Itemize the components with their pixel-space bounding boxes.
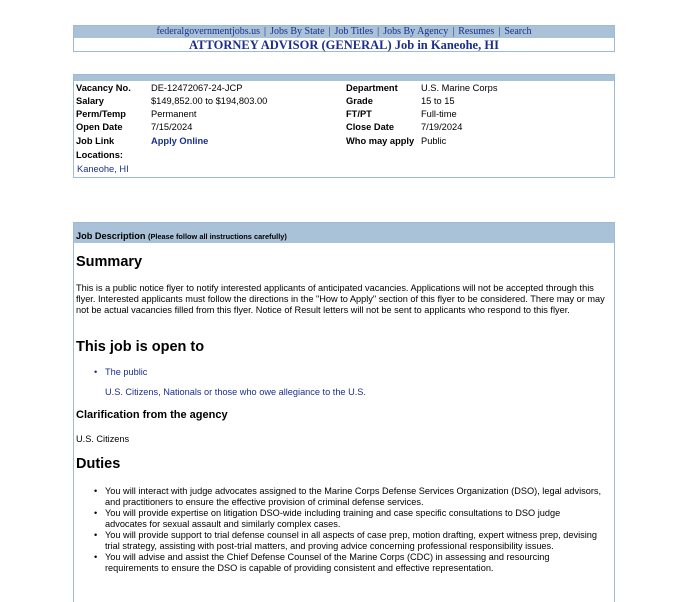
- job-link-label: Job Link: [76, 136, 115, 146]
- vacancy-number-label: Vacancy No.: [76, 83, 131, 93]
- open-to-heading: This job is open to: [76, 339, 205, 355]
- clarification-heading: Clarification from the agency: [76, 409, 228, 421]
- nav-link-jobs-by-agency[interactable]: Jobs By Agency: [383, 26, 449, 37]
- job-description-title: Job Description: [76, 231, 146, 241]
- who-may-apply-value: Public: [421, 136, 447, 146]
- vacancy-number-value: DE-12472067-24-JCP: [151, 83, 243, 93]
- apply-online-link[interactable]: Apply Online: [151, 136, 209, 146]
- perm-temp-label: Perm/Temp: [76, 109, 126, 119]
- job-description-panel: [73, 222, 615, 602]
- nav-separator: |: [452, 26, 455, 37]
- grade-value: 15 to 15: [421, 96, 455, 106]
- department-label: Department: [346, 83, 398, 93]
- duty-item: • You will provide support to trial defense counsel in all aspects of case prep, motion drafting, expert witness prep, devising trial strategy, assisting with post-trial matters, and proving advice concerning professional responsibility issues.: [94, 530, 604, 552]
- duty-item: • You will advise and assist the Chief Defense Counsel of the Marine Corps (CDC) in assessing and resourcing requirements to ensure the DSO is capable of providing consistent and effective representation.: [94, 552, 604, 574]
- clarification-text: U.S. Citizens: [76, 434, 130, 444]
- details-header-band: [74, 75, 614, 81]
- duties-heading: Duties: [76, 456, 121, 472]
- job-description-header: [74, 223, 614, 243]
- grade-label: Grade: [346, 96, 373, 106]
- site-header: [73, 25, 615, 52]
- summary-heading: Summary: [76, 254, 143, 270]
- job-description-note: (Please follow all instructions carefully): [148, 232, 287, 241]
- salary-label: Salary: [76, 96, 104, 106]
- duty-item: • You will interact with judge advocates assigned to the Marine Corps Defense Services Organization (DSO), legal advisors, and practitioners to ensure the effective provision of criminal defense services.: [94, 486, 604, 508]
- nav-separator: |: [377, 26, 380, 37]
- location-link[interactable]: Kaneohe, HI: [77, 164, 129, 174]
- open-date-label: Open Date: [76, 122, 123, 132]
- nav-link-search[interactable]: Search: [504, 26, 532, 37]
- locations-label: Locations:: [76, 150, 124, 160]
- duty-item: • You will provide expertise on litigation DSO-wide including training and case specific consultations to DSO judge advocates for sexual assault and similarly complex cases.: [94, 508, 604, 530]
- summary-text: This is a public notice flyer to notify interested applicants of anticipated vacancies. Applications will not be accepted through this flyer. Interested applicants must follow the directions in the "How to Apply" section of this flyer to be considered. There may or may not be actual vacancies filled from this flyer. Notice of Result letters will not be sent to applicants who respond to this flyer.: [76, 283, 605, 315]
- open-to-list: [94, 367, 604, 378]
- nav-separator: |: [328, 26, 331, 37]
- top-navigation: [74, 26, 614, 38]
- duties-list: [94, 486, 604, 574]
- nav-link-job-titles[interactable]: Job Titles: [334, 26, 374, 37]
- open-date-value: 7/15/2024: [151, 122, 193, 132]
- department-value: U.S. Marine Corps: [421, 83, 498, 93]
- who-may-apply-label: Who may apply: [346, 136, 415, 146]
- open-to-description: U.S. Citizens, Nationals or those who owe allegiance to the U.S.: [105, 387, 366, 397]
- nav-separator: |: [498, 26, 501, 37]
- nav-link-home[interactable]: federalgovernmentjobs.us: [156, 26, 261, 37]
- ft-pt-label: FT/PT: [346, 109, 372, 119]
- perm-temp-value: Permanent: [151, 109, 197, 119]
- vacancy-details-panel: [73, 74, 615, 178]
- page-title: ATTORNEY ADVISOR (GENERAL) Job in Kaneohe, HI: [189, 38, 499, 52]
- nav-separator: |: [264, 26, 267, 37]
- close-date-label: Close Date: [346, 122, 395, 132]
- salary-value: $149,852.00 to $194,803.00: [151, 96, 268, 106]
- nav-link-resumes[interactable]: Resumes: [458, 26, 495, 37]
- close-date-value: 7/19/2024: [421, 122, 463, 132]
- nav-link-jobs-by-state[interactable]: Jobs By State: [270, 26, 325, 37]
- open-to-item: • The public: [94, 367, 604, 378]
- ft-pt-value: Full-time: [421, 109, 457, 119]
